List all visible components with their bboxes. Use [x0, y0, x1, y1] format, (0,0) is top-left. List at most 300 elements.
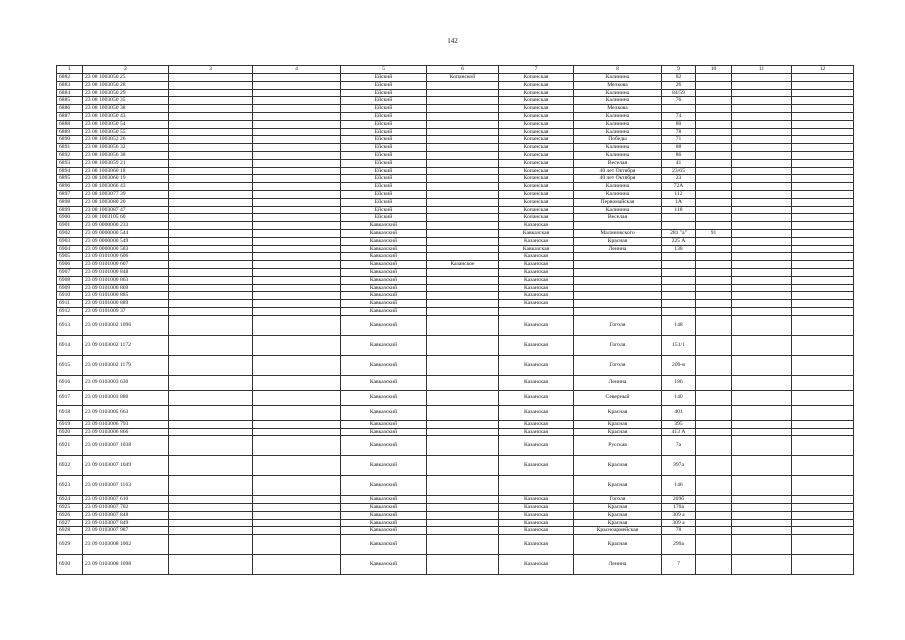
table-row — [57, 89, 854, 97]
table-cell: Казанская — [499, 284, 574, 292]
table-cell: Копанская — [499, 97, 574, 105]
column-header: 7 — [499, 66, 574, 74]
table-cell — [792, 390, 854, 405]
table-cell — [427, 229, 499, 237]
table-cell — [696, 144, 732, 152]
table-cell — [696, 511, 732, 519]
table-cell: 84/59 — [662, 89, 696, 97]
table-cell — [696, 276, 732, 284]
table-cell — [427, 183, 499, 191]
table-cell — [792, 456, 854, 476]
table-cell: Красная — [574, 405, 662, 420]
table-cell: Кавказский — [341, 276, 427, 284]
table-cell — [696, 206, 732, 214]
table-cell: 80 — [662, 120, 696, 128]
table-cell: 23 08 1003050 43 — [83, 112, 169, 120]
column-header: 8 — [574, 66, 662, 74]
table-cell — [696, 555, 732, 575]
table-cell — [169, 276, 253, 284]
table-cell: 23 09 0101000 863 — [83, 276, 169, 284]
table-cell: 6907 — [57, 268, 83, 276]
table-cell — [696, 428, 732, 436]
table-cell — [732, 237, 792, 245]
table-cell: 82 — [662, 74, 696, 82]
table-cell — [427, 511, 499, 519]
table-row — [57, 261, 854, 269]
table-cell — [574, 292, 662, 300]
table-cell — [696, 237, 732, 245]
table-cell — [732, 476, 792, 496]
table-cell — [732, 89, 792, 97]
table-cell: Казанская — [499, 511, 574, 519]
table-cell — [427, 476, 499, 496]
table-cell — [169, 307, 253, 315]
table-cell — [427, 253, 499, 261]
table-cell — [696, 335, 732, 355]
table-cell: 6919 — [57, 420, 83, 428]
table-cell — [427, 120, 499, 128]
table-cell — [732, 456, 792, 476]
table-cell — [427, 89, 499, 97]
table-cell — [792, 496, 854, 504]
table-cell — [169, 183, 253, 191]
table-row — [57, 300, 854, 308]
table-cell: Кавказский — [341, 420, 427, 428]
table-cell: Ейский — [341, 159, 427, 167]
table-cell — [732, 307, 792, 315]
table-cell — [169, 535, 253, 555]
table-cell — [732, 496, 792, 504]
table-cell — [427, 307, 499, 315]
table-cell — [253, 229, 341, 237]
table-cell — [732, 190, 792, 198]
table-cell — [732, 405, 792, 420]
table-cell — [732, 268, 792, 276]
table-cell: 6893 — [57, 159, 83, 167]
table-cell — [253, 527, 341, 535]
table-cell — [792, 511, 854, 519]
table-cell — [792, 292, 854, 300]
table-body — [57, 74, 854, 575]
table-cell: 140 — [662, 390, 696, 405]
table-cell: Ейский — [341, 206, 427, 214]
table-cell: Кавказский — [341, 504, 427, 512]
table-cell — [792, 307, 854, 315]
table-cell: 74 — [662, 112, 696, 120]
table-cell: Копанская — [499, 136, 574, 144]
table-cell: 23 09 0101000 606 — [83, 253, 169, 261]
table-cell: Кавказский — [341, 555, 427, 575]
table-cell — [732, 292, 792, 300]
table-cell: Копанская — [499, 81, 574, 89]
table-cell — [732, 206, 792, 214]
table-cell: 6909 — [57, 284, 83, 292]
table-cell — [427, 555, 499, 575]
table-cell — [253, 190, 341, 198]
table-cell — [732, 555, 792, 575]
table-cell: Кавказский — [341, 229, 427, 237]
table-cell — [169, 74, 253, 82]
table-cell — [427, 237, 499, 245]
table-cell — [696, 284, 732, 292]
table-cell: Казанская — [499, 375, 574, 390]
table-cell: Кавказский — [341, 245, 427, 253]
table-cell: 6927 — [57, 519, 83, 527]
register-table — [56, 65, 854, 575]
table-cell — [732, 436, 792, 456]
table-cell: Калинина — [574, 74, 662, 82]
table-cell: 23 09 0101000 885 — [83, 292, 169, 300]
table-cell: Казанская — [499, 405, 574, 420]
column-header: 11 — [732, 66, 792, 74]
table-cell — [696, 81, 732, 89]
table-cell — [169, 428, 253, 436]
table-cell — [696, 307, 732, 315]
table-cell — [427, 136, 499, 144]
table-cell: Кавказский — [341, 405, 427, 420]
table-cell: Казанская — [499, 237, 574, 245]
table-cell — [792, 81, 854, 89]
table-cell — [169, 315, 253, 335]
table-cell: Ленина — [574, 245, 662, 253]
table-cell: 6891 — [57, 144, 83, 152]
table-cell — [696, 136, 732, 144]
table-cell — [427, 335, 499, 355]
table-cell — [696, 519, 732, 527]
table-cell: Красная — [574, 456, 662, 476]
table-cell — [696, 300, 732, 308]
table-cell: Ейский — [341, 89, 427, 97]
table-row — [57, 112, 854, 120]
table-cell: Казанское — [427, 261, 499, 269]
table-cell: Кавказский — [341, 476, 427, 496]
table-cell — [169, 261, 253, 269]
table-cell: 7а — [662, 436, 696, 456]
table-cell — [169, 504, 253, 512]
table-row — [57, 167, 854, 175]
table-cell: 23 08 1003050 54 — [83, 120, 169, 128]
table-cell — [427, 315, 499, 335]
table-cell: Калинина — [574, 112, 662, 120]
table-row — [57, 375, 854, 390]
table-cell — [169, 420, 253, 428]
table-cell: Копанская — [499, 151, 574, 159]
table-cell — [696, 183, 732, 191]
table-cell: Копанская — [499, 198, 574, 206]
table-row — [57, 519, 854, 527]
table-cell: Гоголя — [574, 496, 662, 504]
table-cell: 23 09 0101000 607 — [83, 261, 169, 269]
table-cell — [427, 175, 499, 183]
table-cell — [792, 253, 854, 261]
table-cell — [696, 261, 732, 269]
table-cell: 23 08 1003105 60 — [83, 214, 169, 222]
table-cell — [696, 456, 732, 476]
table-cell: Ейский — [341, 97, 427, 105]
table-row — [57, 105, 854, 113]
table-cell: Красная — [574, 504, 662, 512]
table-cell — [253, 511, 341, 519]
table-cell: 6930 — [57, 555, 83, 575]
table-cell: 6899 — [57, 206, 83, 214]
table-cell — [169, 229, 253, 237]
table-cell: 23 09 0103002 1179 — [83, 355, 169, 375]
table-cell: 6912 — [57, 307, 83, 315]
column-header: 12 — [792, 66, 854, 74]
table-cell: Казанская — [499, 456, 574, 476]
table-cell: Мелкова — [574, 81, 662, 89]
table-cell — [169, 128, 253, 136]
table-row — [57, 229, 854, 237]
table-cell: Калинина — [574, 144, 662, 152]
column-header: 2 — [83, 66, 169, 74]
table-cell: 6883 — [57, 81, 83, 89]
table-cell — [169, 335, 253, 355]
table-cell: Калинина — [574, 128, 662, 136]
table-cell — [253, 167, 341, 175]
table-cell — [253, 81, 341, 89]
table-cell: 40 лет Октября — [574, 175, 662, 183]
table-cell — [792, 214, 854, 222]
table-cell: 6914 — [57, 335, 83, 355]
table-cell: 23 09 0103006 866 — [83, 428, 169, 436]
table-cell — [169, 214, 253, 222]
table-cell: 23 08 1003056 38 — [83, 151, 169, 159]
table-cell — [253, 284, 341, 292]
table-cell — [253, 261, 341, 269]
table-cell: 78 — [662, 128, 696, 136]
table-cell — [732, 175, 792, 183]
table-cell: 6922 — [57, 456, 83, 476]
table-cell: 225 А — [662, 237, 696, 245]
table-cell: Казанская — [499, 335, 574, 355]
table-cell — [732, 229, 792, 237]
table-cell: 309 а — [662, 519, 696, 527]
table-row — [57, 268, 854, 276]
table-cell: Копанская — [499, 206, 574, 214]
table-cell — [696, 253, 732, 261]
table-cell: Кавказский — [341, 535, 427, 555]
table-cell — [696, 190, 732, 198]
table-cell — [574, 300, 662, 308]
table-cell: 23 09 0101000 848 — [83, 268, 169, 276]
table-row — [57, 97, 854, 105]
table-cell: Ейский — [341, 175, 427, 183]
table-cell — [732, 535, 792, 555]
table-cell — [792, 261, 854, 269]
table-row — [57, 222, 854, 230]
table-cell — [732, 81, 792, 89]
table-cell: Кавказский — [341, 456, 427, 476]
table-cell: Ейский — [341, 120, 427, 128]
table-cell — [427, 390, 499, 405]
table-cell: 151/1 — [662, 335, 696, 355]
table-cell: Кавказский — [341, 527, 427, 535]
table-cell: Кавказский — [341, 436, 427, 456]
table-row — [57, 144, 854, 152]
table-cell — [253, 120, 341, 128]
table-cell: 6887 — [57, 112, 83, 120]
table-cell: 6926 — [57, 511, 83, 519]
table-cell — [662, 105, 696, 113]
table-cell — [792, 183, 854, 191]
table-cell — [169, 198, 253, 206]
table-cell — [792, 436, 854, 456]
table-cell — [732, 300, 792, 308]
table-cell: Кавказский — [341, 428, 427, 436]
table-cell: 72А — [662, 183, 696, 191]
table-cell — [253, 128, 341, 136]
table-cell: 148 — [662, 315, 696, 335]
table-cell: 6904 — [57, 245, 83, 253]
table-cell: 299а — [662, 535, 696, 555]
table-cell — [427, 128, 499, 136]
table-cell — [792, 105, 854, 113]
table-cell: Калинина — [574, 120, 662, 128]
table-cell — [732, 355, 792, 375]
table-cell — [427, 144, 499, 152]
table-row — [57, 527, 854, 535]
table-cell: Казанская — [499, 300, 574, 308]
table-cell — [253, 112, 341, 120]
table-cell: 23 09 0103007 610 — [83, 496, 169, 504]
table-cell — [792, 276, 854, 284]
table-cell: Гоголя — [574, 335, 662, 355]
table-cell — [732, 105, 792, 113]
table-cell — [253, 504, 341, 512]
table-cell: 6896 — [57, 183, 83, 191]
table-cell: 6888 — [57, 120, 83, 128]
table-cell — [427, 276, 499, 284]
table-cell — [792, 245, 854, 253]
table-cell: 41 — [662, 159, 696, 167]
table-cell — [427, 428, 499, 436]
table-cell: Победы — [574, 136, 662, 144]
table-cell: Казанская — [499, 519, 574, 527]
table-cell — [169, 120, 253, 128]
table-cell — [427, 496, 499, 504]
table-cell — [427, 456, 499, 476]
table-cell: Кавказский — [341, 355, 427, 375]
table-cell: Красная — [574, 476, 662, 496]
table-cell — [169, 159, 253, 167]
table-cell: 23 09 0103007 987 — [83, 527, 169, 535]
table-cell: 6905 — [57, 253, 83, 261]
table-cell: Калинина — [574, 89, 662, 97]
table-cell: Казанская — [499, 420, 574, 428]
table-cell: Кавказский — [341, 519, 427, 527]
table-cell: 23 09 0103008 1098 — [83, 555, 169, 575]
table-cell — [696, 436, 732, 456]
table-cell: 88 — [662, 144, 696, 152]
table-cell — [696, 128, 732, 136]
table-cell — [696, 535, 732, 555]
table-cell: Ейский — [341, 136, 427, 144]
table-row — [57, 136, 854, 144]
table-cell — [427, 527, 499, 535]
table-cell: Копанская — [499, 144, 574, 152]
table-cell: 23 — [662, 175, 696, 183]
table-cell — [732, 253, 792, 261]
table-cell — [427, 375, 499, 390]
table-cell: Ейский — [341, 112, 427, 120]
table-cell — [696, 167, 732, 175]
table-cell — [253, 144, 341, 152]
table-cell: Казанская — [499, 504, 574, 512]
table-cell — [169, 222, 253, 230]
table-cell: 23 08 1003066 43 — [83, 183, 169, 191]
table-cell — [792, 284, 854, 292]
table-cell — [169, 268, 253, 276]
table-cell — [574, 276, 662, 284]
table-cell — [574, 253, 662, 261]
table-cell: Кавказский — [341, 292, 427, 300]
table-cell — [732, 511, 792, 519]
table-cell: Кавказский — [341, 511, 427, 519]
table-cell — [253, 375, 341, 390]
table-cell — [427, 81, 499, 89]
table-cell — [792, 136, 854, 144]
table-cell — [696, 292, 732, 300]
table-cell — [427, 535, 499, 555]
table-cell: Копанская — [499, 112, 574, 120]
table-cell — [574, 261, 662, 269]
table-cell — [169, 136, 253, 144]
table-cell — [792, 405, 854, 420]
table-cell — [732, 128, 792, 136]
table-cell: 23 09 0000000 583 — [83, 245, 169, 253]
table-cell: 23 09 0103003 880 — [83, 390, 169, 405]
column-header: 5 — [341, 66, 427, 74]
table-cell: 26 — [662, 81, 696, 89]
table-cell — [732, 144, 792, 152]
table-cell: Гоголя — [574, 355, 662, 375]
table-cell — [169, 511, 253, 519]
table-cell: Кавказский — [341, 300, 427, 308]
table-cell — [732, 97, 792, 105]
table-row — [57, 120, 854, 128]
table-cell — [169, 527, 253, 535]
table-cell — [696, 89, 732, 97]
table-cell — [169, 151, 253, 159]
table-cell: 112 — [662, 190, 696, 198]
table-cell — [696, 105, 732, 113]
table-cell: Кавказский — [341, 315, 427, 335]
table-cell: 6911 — [57, 300, 83, 308]
table-cell — [732, 183, 792, 191]
table-cell — [696, 496, 732, 504]
table-cell: Казанская — [499, 261, 574, 269]
table-cell — [253, 335, 341, 355]
table-cell: Кавказский — [341, 375, 427, 390]
table-cell — [169, 405, 253, 420]
table-cell — [253, 436, 341, 456]
table-row — [57, 476, 854, 496]
column-header: 6 — [427, 66, 499, 74]
table-cell — [427, 519, 499, 527]
table-cell — [574, 284, 662, 292]
table-cell — [696, 390, 732, 405]
table-cell — [253, 159, 341, 167]
table-cell: 76 — [662, 97, 696, 105]
table-cell — [732, 74, 792, 82]
table-cell: Копанская — [499, 120, 574, 128]
table-row — [57, 151, 854, 159]
table-cell: 23 08 1003060 19 — [83, 175, 169, 183]
table-cell: 23 09 0000000 544 — [83, 229, 169, 237]
table-cell: Калинина — [574, 206, 662, 214]
table-row — [57, 214, 854, 222]
